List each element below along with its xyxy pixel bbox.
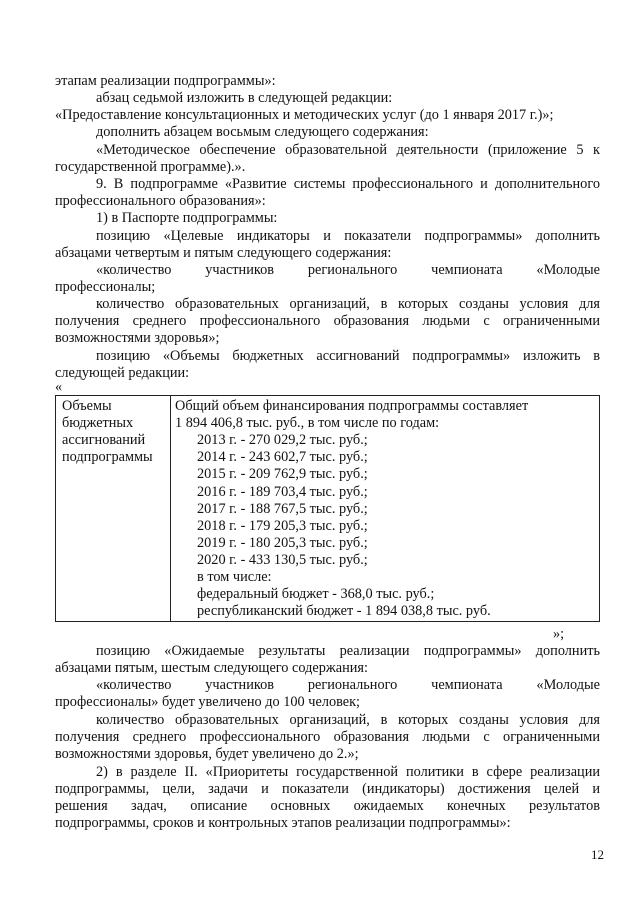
table-right-cell-line: 2013 г. - 270 029,2 тыс. руб.;	[197, 432, 368, 448]
text-line: 1) в Паспорте подпрограммы:	[96, 210, 278, 226]
text-line: абзацами четвертым и пятым следующего содержания:	[55, 245, 392, 261]
text-line: государственной программе).».	[55, 159, 246, 175]
close-quote: »;	[553, 626, 565, 642]
text-line: возможностями здоровья, будет увеличено до 2.»;	[55, 746, 359, 762]
text-line: 9. В подпрограмме «Развитие системы профессионального и дополнительного	[96, 176, 600, 192]
text-line: позицию «Целевые индикаторы и показатели подпрограммы» дополнить	[96, 228, 600, 244]
table-right-cell-line: 2019 г. - 180 205,3 тыс. руб.;	[197, 535, 368, 551]
text-line: подпрограммы, сроков и контрольных этапов реализации подпрограммы»:	[55, 815, 511, 831]
text-line: получения среднего профессионального образования людьми с ограниченными	[55, 313, 600, 329]
text-line: подпрограммы, цели, задачи и показатели (индикаторы) достижения целей и	[55, 781, 600, 797]
text-line: профессионалы;	[55, 279, 156, 295]
table-left-cell-line: ассигнований	[62, 432, 146, 448]
text-line: абзац седьмой изложить в следующей редакции:	[96, 90, 393, 106]
table-right-cell-line: 2017 г. - 188 767,5 тыс. руб.;	[197, 501, 368, 517]
text-line: абзацами пятым, шестым следующего содержания:	[55, 660, 368, 676]
text-line: профессионального образования»:	[55, 193, 266, 209]
text-line: «Предоставление консультационных и методических услуг (до 1 января 2017 г.)»;	[55, 107, 554, 123]
open-quote: «	[55, 379, 63, 395]
table-left-cell-line: бюджетных	[62, 415, 134, 431]
page-number: 12	[591, 847, 604, 862]
text-line: «Методическое обеспечение образовательной деятельности (приложение 5 к	[96, 142, 600, 158]
table-right-cell-line: 2016 г. - 189 703,4 тыс. руб.;	[197, 484, 368, 500]
text-line: количество образовательных организаций, в которых созданы условия для	[96, 712, 600, 728]
table-right-cell-line: 1 894 406,8 тыс. руб., в том числе по годам:	[175, 415, 440, 431]
table-right-cell-line: Общий объем финансирования подпрограммы составляет	[175, 398, 529, 414]
table-right-cell-line: 2014 г. - 243 602,7 тыс. руб.;	[197, 449, 368, 465]
table-right-cell-line: 2018 г. - 179 205,3 тыс. руб.;	[197, 518, 368, 534]
table-right-cell-line: 2020 г. - 433 130,5 тыс. руб.;	[197, 552, 368, 568]
text-line: профессионалы» будет увеличено до 100 человек;	[55, 694, 361, 710]
text-line: получения среднего профессионального образования людьми с ограниченными	[55, 729, 600, 745]
text-line: «количество участников регионального чемпионата «Молодые	[96, 677, 600, 693]
text-line: «количество участников регионального чемпионата «Молодые	[96, 262, 600, 278]
text-line: позицию «Объемы бюджетных ассигнований подпрограммы» изложить в	[96, 348, 600, 364]
text-line: позицию «Ожидаемые результаты реализации подпрограммы» дополнить	[96, 643, 600, 659]
table-left-cell-line: Объемы	[62, 398, 112, 414]
text-line: дополнить абзацем восьмым следующего содержания:	[96, 124, 429, 140]
text-line: следующей редакции:	[55, 365, 190, 381]
text-line: количество образовательных организаций, в которых созданы условия для	[96, 296, 600, 312]
text-line: этапам реализации подпрограммы»:	[55, 73, 276, 89]
table-right-cell-line: в том числе:	[197, 569, 272, 585]
table-right-cell-line: 2015 г. - 209 762,9 тыс. руб.;	[197, 466, 368, 482]
text-line: 2) в разделе II. «Приоритеты государственной политики в сфере реализации	[96, 764, 600, 780]
table-left-cell-line: подпрограммы	[62, 449, 153, 465]
table-column-divider	[170, 396, 171, 621]
table-right-cell-line: республиканский бюджет - 1 894 038,8 тыс. руб.	[197, 603, 491, 619]
text-line: решения задач, описание основных ожидаемых конечных результатов	[55, 798, 600, 814]
text-line: возможностями здоровья»;	[55, 330, 220, 346]
table-right-cell-line: федеральный бюджет - 368,0 тыс. руб.;	[197, 586, 435, 602]
